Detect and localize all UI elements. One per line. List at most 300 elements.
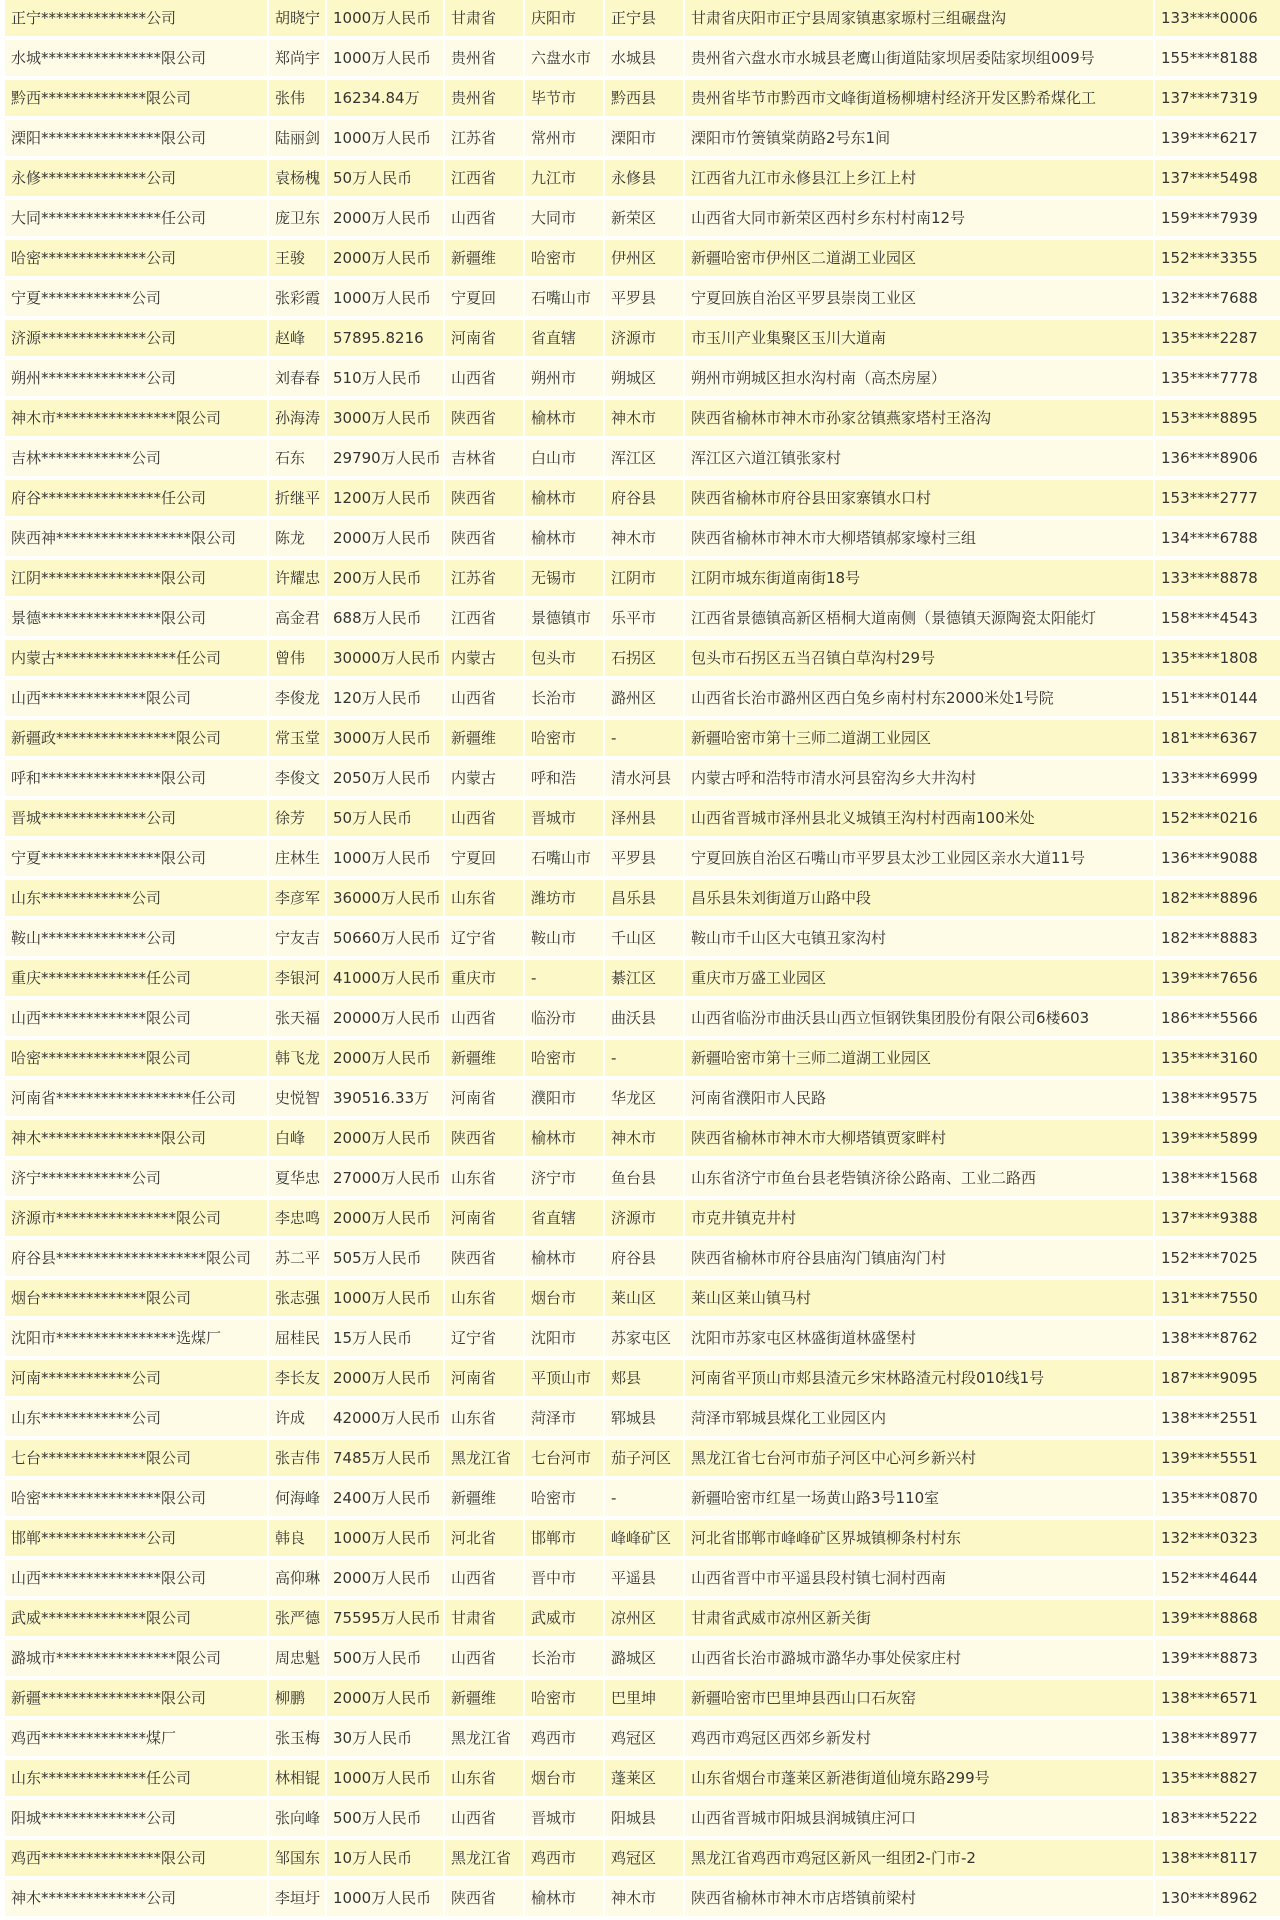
registered-capital-cell: 42000万人民币 — [327, 1400, 445, 1436]
district-cell: 郓城县 — [605, 1400, 685, 1436]
phone-cell: 137****5498 — [1155, 160, 1280, 196]
city-cell: 白山市 — [525, 440, 605, 476]
table-row — [5, 1560, 1280, 1596]
district-cell: 府谷县 — [605, 1240, 685, 1276]
registered-capital-cell: 30万人民币 — [327, 1720, 445, 1756]
province-cell: 吉林省 — [445, 440, 525, 476]
province-cell: 江苏省 — [445, 560, 525, 596]
province-cell: 山西省 — [445, 360, 525, 396]
phone-cell: 137****7319 — [1155, 80, 1280, 116]
province-cell: 宁夏回 — [445, 280, 525, 316]
phone-cell: 138****1568 — [1155, 1160, 1280, 1196]
registered-capital-cell: 2000万人民币 — [327, 200, 445, 236]
province-cell: 宁夏回 — [445, 840, 525, 876]
legal-rep-cell: 柳鹏 — [269, 1680, 327, 1716]
legal-rep-cell: 张伟 — [269, 80, 327, 116]
phone-cell: 158****4543 — [1155, 600, 1280, 636]
company-name-cell: 鸡西****************限公司 — [5, 1840, 269, 1876]
table-row — [5, 1280, 1280, 1316]
table-row — [5, 1040, 1280, 1076]
phone-cell: 136****9088 — [1155, 840, 1280, 876]
table-row — [5, 800, 1280, 836]
registered-capital-cell: 50万人民币 — [327, 160, 445, 196]
legal-rep-cell: 徐芳 — [269, 800, 327, 836]
table-row — [5, 1200, 1280, 1236]
legal-rep-cell: 刘春春 — [269, 360, 327, 396]
registered-capital-cell: 1200万人民币 — [327, 480, 445, 516]
registered-capital-cell: 2400万人民币 — [327, 1480, 445, 1516]
address-cell: 新疆哈密市伊州区二道湖工业园区 — [685, 240, 1155, 276]
registered-capital-cell: 1000万人民币 — [327, 1520, 445, 1556]
province-cell: 新疆维 — [445, 1680, 525, 1716]
company-name-cell: 山东**************任公司 — [5, 1760, 269, 1796]
table-row — [5, 40, 1280, 76]
phone-cell: 135****2287 — [1155, 320, 1280, 356]
table-row — [5, 400, 1280, 436]
table-row — [5, 240, 1280, 276]
registered-capital-cell: 1000万人民币 — [327, 120, 445, 156]
registered-capital-cell: 1000万人民币 — [327, 1760, 445, 1796]
city-cell: 哈密市 — [525, 1040, 605, 1076]
legal-rep-cell: 苏二平 — [269, 1240, 327, 1276]
city-cell: 濮阳市 — [525, 1080, 605, 1116]
province-cell: 河南省 — [445, 1080, 525, 1116]
city-cell: 无锡市 — [525, 560, 605, 596]
registered-capital-cell: 1000万人民币 — [327, 280, 445, 316]
address-cell: 新疆哈密市第十三师二道湖工业园区 — [685, 1040, 1155, 1076]
district-cell: 神木市 — [605, 1880, 685, 1916]
address-cell: 山东省济宁市鱼台县老砦镇济徐公路南、工业二路西 — [685, 1160, 1155, 1196]
city-cell: 晋城市 — [525, 1800, 605, 1836]
district-cell: - — [605, 720, 685, 756]
company-name-cell: 吉林************公司 — [5, 440, 269, 476]
table-row — [5, 1600, 1280, 1636]
address-cell: 江阴市城东街道南街18号 — [685, 560, 1155, 596]
company-name-cell: 宁夏************公司 — [5, 280, 269, 316]
table-row — [5, 480, 1280, 516]
city-cell: 哈密市 — [525, 240, 605, 276]
province-cell: 山西省 — [445, 1000, 525, 1036]
province-cell: 辽宁省 — [445, 920, 525, 956]
district-cell: 曲沃县 — [605, 1000, 685, 1036]
province-cell: 黑龙江省 — [445, 1440, 525, 1476]
phone-cell: 153****2777 — [1155, 480, 1280, 516]
address-cell: 鸡西市鸡冠区西郊乡新发村 — [685, 1720, 1155, 1756]
address-cell: 黑龙江省鸡西市鸡冠区新风一组团2-门市-2 — [685, 1840, 1155, 1876]
district-cell: 伊州区 — [605, 240, 685, 276]
address-cell: 山西省大同市新荣区西村乡东村村南12号 — [685, 200, 1155, 236]
city-cell: 哈密市 — [525, 1680, 605, 1716]
address-cell: 陕西省榆林市神木市孙家岔镇燕家塔村王洛沟 — [685, 400, 1155, 436]
province-cell: 山西省 — [445, 1640, 525, 1676]
district-cell: 江阴市 — [605, 560, 685, 596]
registered-capital-cell: 200万人民币 — [327, 560, 445, 596]
province-cell: 河南省 — [445, 320, 525, 356]
phone-cell: 155****8188 — [1155, 40, 1280, 76]
company-name-cell: 哈密**************公司 — [5, 240, 269, 276]
phone-cell: 139****6217 — [1155, 120, 1280, 156]
district-cell: 神木市 — [605, 520, 685, 556]
district-cell: 清水河县 — [605, 760, 685, 796]
table-row — [5, 600, 1280, 636]
company-name-cell: 正宁**************公司 — [5, 0, 269, 36]
table-row — [5, 1080, 1280, 1116]
legal-rep-cell: 曾伟 — [269, 640, 327, 676]
phone-cell: 152****4644 — [1155, 1560, 1280, 1596]
table-row — [5, 840, 1280, 876]
registered-capital-cell: 27000万人民币 — [327, 1160, 445, 1196]
district-cell: 黔西县 — [605, 80, 685, 116]
table-row — [5, 1720, 1280, 1756]
province-cell: 新疆维 — [445, 1480, 525, 1516]
registered-capital-cell: 510万人民币 — [327, 360, 445, 396]
company-name-cell: 哈密****************限公司 — [5, 1480, 269, 1516]
company-name-cell: 阳城**************公司 — [5, 1800, 269, 1836]
registered-capital-cell: 2000万人民币 — [327, 240, 445, 276]
company-name-cell: 河南************公司 — [5, 1360, 269, 1396]
registered-capital-cell: 2000万人民币 — [327, 1040, 445, 1076]
city-cell: 菏泽市 — [525, 1400, 605, 1436]
district-cell: 昌乐县 — [605, 880, 685, 916]
address-cell: 甘肃省武威市凉州区新关街 — [685, 1600, 1155, 1636]
province-cell: 陕西省 — [445, 520, 525, 556]
phone-cell: 151****0144 — [1155, 680, 1280, 716]
registered-capital-cell: 505万人民币 — [327, 1240, 445, 1276]
district-cell: - — [605, 1040, 685, 1076]
district-cell: 溧阳市 — [605, 120, 685, 156]
city-cell: 榆林市 — [525, 480, 605, 516]
registered-capital-cell: 1000万人民币 — [327, 1880, 445, 1916]
phone-cell: 135****7778 — [1155, 360, 1280, 396]
district-cell: 潞城区 — [605, 1640, 685, 1676]
legal-rep-cell: 史悦智 — [269, 1080, 327, 1116]
company-name-cell: 府谷****************任公司 — [5, 480, 269, 516]
city-cell: 济宁市 — [525, 1160, 605, 1196]
registered-capital-cell: 30000万人民币 — [327, 640, 445, 676]
address-cell: 河南省平顶山市郏县渣元乡宋林路渣元村段010线1号 — [685, 1360, 1155, 1396]
address-cell: 昌乐县朱刘街道万山路中段 — [685, 880, 1155, 916]
city-cell: 榆林市 — [525, 400, 605, 436]
table-row — [5, 1360, 1280, 1396]
city-cell: 鞍山市 — [525, 920, 605, 956]
province-cell: 山西省 — [445, 800, 525, 836]
registered-capital-cell: 500万人民币 — [327, 1640, 445, 1676]
table-row — [5, 640, 1280, 676]
phone-cell: 139****7656 — [1155, 960, 1280, 996]
district-cell: 浑江区 — [605, 440, 685, 476]
address-cell: 菏泽市郓城县煤化工业园区内 — [685, 1400, 1155, 1436]
phone-cell: 182****8896 — [1155, 880, 1280, 916]
province-cell: 内蒙古 — [445, 760, 525, 796]
province-cell: 重庆市 — [445, 960, 525, 996]
city-cell: - — [525, 960, 605, 996]
registered-capital-cell: 7485万人民币 — [327, 1440, 445, 1476]
phone-cell: 183****5222 — [1155, 1800, 1280, 1836]
registered-capital-cell: 29790万人民币 — [327, 440, 445, 476]
city-cell: 九江市 — [525, 160, 605, 196]
address-cell: 山西省长治市潞州区西白兔乡南村村东2000米处1号院 — [685, 680, 1155, 716]
phone-cell: 137****9388 — [1155, 1200, 1280, 1236]
company-name-cell: 济源**************公司 — [5, 320, 269, 356]
company-name-cell: 济宁************公司 — [5, 1160, 269, 1196]
company-name-cell: 山西****************限公司 — [5, 1560, 269, 1596]
company-name-cell: 溧阳****************限公司 — [5, 120, 269, 156]
province-cell: 河北省 — [445, 1520, 525, 1556]
phone-cell: 138****8977 — [1155, 1720, 1280, 1756]
legal-rep-cell: 李俊文 — [269, 760, 327, 796]
province-cell: 山东省 — [445, 1160, 525, 1196]
registered-capital-cell: 120万人民币 — [327, 680, 445, 716]
registered-capital-cell: 2000万人民币 — [327, 1360, 445, 1396]
district-cell: 府谷县 — [605, 480, 685, 516]
table-row — [5, 280, 1280, 316]
legal-rep-cell: 李长友 — [269, 1360, 327, 1396]
table-row — [5, 1680, 1280, 1716]
legal-rep-cell: 郑尚宇 — [269, 40, 327, 76]
address-cell: 鞍山市千山区大屯镇丑家沟村 — [685, 920, 1155, 956]
city-cell: 武威市 — [525, 1600, 605, 1636]
company-name-cell: 神木**************公司 — [5, 1880, 269, 1916]
address-cell: 市玉川产业集聚区玉川大道南 — [685, 320, 1155, 356]
province-cell: 山东省 — [445, 880, 525, 916]
legal-rep-cell: 张严德 — [269, 1600, 327, 1636]
district-cell: 平罗县 — [605, 280, 685, 316]
city-cell: 包头市 — [525, 640, 605, 676]
legal-rep-cell: 韩良 — [269, 1520, 327, 1556]
table-row — [5, 1840, 1280, 1876]
city-cell: 鸡西市 — [525, 1840, 605, 1876]
table-row — [5, 360, 1280, 396]
company-name-cell: 呼和****************限公司 — [5, 760, 269, 796]
table-row — [5, 1000, 1280, 1036]
phone-cell: 181****6367 — [1155, 720, 1280, 756]
city-cell: 晋中市 — [525, 1560, 605, 1596]
registered-capital-cell: 50660万人民币 — [327, 920, 445, 956]
phone-cell: 187****9095 — [1155, 1360, 1280, 1396]
province-cell: 山东省 — [445, 1400, 525, 1436]
phone-cell: 159****7939 — [1155, 200, 1280, 236]
phone-cell: 132****0323 — [1155, 1520, 1280, 1556]
phone-cell: 152****0216 — [1155, 800, 1280, 836]
address-cell: 贵州省毕节市黔西市文峰街道杨柳塘村经济开发区黔希煤化工 — [685, 80, 1155, 116]
legal-rep-cell: 夏华忠 — [269, 1160, 327, 1196]
phone-cell: 139****8868 — [1155, 1600, 1280, 1636]
province-cell: 甘肃省 — [445, 1600, 525, 1636]
province-cell: 山西省 — [445, 680, 525, 716]
city-cell: 毕节市 — [525, 80, 605, 116]
registered-capital-cell: 15万人民币 — [327, 1320, 445, 1356]
company-name-cell: 朔州**************公司 — [5, 360, 269, 396]
address-cell: 新疆哈密市红星一场黄山路3号110室 — [685, 1480, 1155, 1516]
legal-rep-cell: 张天福 — [269, 1000, 327, 1036]
registered-capital-cell: 20000万人民币 — [327, 1000, 445, 1036]
address-cell: 陕西省榆林市神木市大柳塔镇贾家畔村 — [685, 1120, 1155, 1156]
table-row — [5, 680, 1280, 716]
address-cell: 重庆市万盛工业园区 — [685, 960, 1155, 996]
registered-capital-cell: 1000万人民币 — [327, 0, 445, 36]
company-name-cell: 大同****************任公司 — [5, 200, 269, 236]
company-name-cell: 新疆****************限公司 — [5, 1680, 269, 1716]
table-row — [5, 920, 1280, 956]
legal-rep-cell: 石东 — [269, 440, 327, 476]
phone-cell: 135****8827 — [1155, 1760, 1280, 1796]
district-cell: 平遥县 — [605, 1560, 685, 1596]
registered-capital-cell: 1000万人民币 — [327, 1280, 445, 1316]
address-cell: 内蒙古呼和浩特市清水河县窑沟乡大井沟村 — [685, 760, 1155, 796]
address-cell: 山东省烟台市蓬莱区新港街道仙境东路299号 — [685, 1760, 1155, 1796]
registered-capital-cell: 2000万人民币 — [327, 1120, 445, 1156]
district-cell: 乐平市 — [605, 600, 685, 636]
company-name-cell: 鸡西**************煤厂 — [5, 1720, 269, 1756]
legal-rep-cell: 陈龙 — [269, 520, 327, 556]
city-cell: 烟台市 — [525, 1760, 605, 1796]
address-cell: 莱山区莱山镇马村 — [685, 1280, 1155, 1316]
table-row — [5, 1440, 1280, 1476]
registered-capital-cell: 36000万人民币 — [327, 880, 445, 916]
address-cell: 江西省九江市永修县江上乡江上村 — [685, 160, 1155, 196]
district-cell: 济源市 — [605, 1200, 685, 1236]
city-cell: 临汾市 — [525, 1000, 605, 1036]
legal-rep-cell: 李忠鸣 — [269, 1200, 327, 1236]
city-cell: 晋城市 — [525, 800, 605, 836]
legal-rep-cell: 张玉梅 — [269, 1720, 327, 1756]
company-name-cell: 沈阳市****************选煤厂 — [5, 1320, 269, 1356]
registered-capital-cell: 75595万人民币 — [327, 1600, 445, 1636]
company-name-cell: 济源市****************限公司 — [5, 1200, 269, 1236]
district-cell: 千山区 — [605, 920, 685, 956]
registered-capital-cell: 688万人民币 — [327, 600, 445, 636]
company-name-cell: 景德****************限公司 — [5, 600, 269, 636]
province-cell: 新疆维 — [445, 720, 525, 756]
province-cell: 山西省 — [445, 1560, 525, 1596]
company-name-cell: 重庆**************任公司 — [5, 960, 269, 996]
city-cell: 大同市 — [525, 200, 605, 236]
phone-cell: 133****0006 — [1155, 0, 1280, 36]
phone-cell: 152****3355 — [1155, 240, 1280, 276]
address-cell: 贵州省六盘水市水城县老鹰山街道陆家坝居委陆家坝组009号 — [685, 40, 1155, 76]
phone-cell: 153****8895 — [1155, 400, 1280, 436]
company-name-cell: 府谷县********************限公司 — [5, 1240, 269, 1276]
legal-rep-cell: 宁友吉 — [269, 920, 327, 956]
registered-capital-cell: 500万人民币 — [327, 1800, 445, 1836]
city-cell: 榆林市 — [525, 1120, 605, 1156]
province-cell: 江苏省 — [445, 120, 525, 156]
legal-rep-cell: 袁杨槐 — [269, 160, 327, 196]
legal-rep-cell: 张彩霞 — [269, 280, 327, 316]
phone-cell: 134****6788 — [1155, 520, 1280, 556]
company-name-cell: 神木市****************限公司 — [5, 400, 269, 436]
phone-cell: 139****5899 — [1155, 1120, 1280, 1156]
city-cell: 石嘴山市 — [525, 840, 605, 876]
phone-cell: 135****3160 — [1155, 1040, 1280, 1076]
address-cell: 沈阳市苏家屯区林盛街道林盛堡村 — [685, 1320, 1155, 1356]
phone-cell: 131****7550 — [1155, 1280, 1280, 1316]
legal-rep-cell: 李垣圩 — [269, 1880, 327, 1916]
legal-rep-cell: 张向峰 — [269, 1800, 327, 1836]
phone-cell: 139****5551 — [1155, 1440, 1280, 1476]
phone-cell: 133****6999 — [1155, 760, 1280, 796]
city-cell: 景德镇市 — [525, 600, 605, 636]
legal-rep-cell: 孙海涛 — [269, 400, 327, 436]
city-cell: 榆林市 — [525, 1880, 605, 1916]
city-cell: 长治市 — [525, 680, 605, 716]
registered-capital-cell: 2000万人民币 — [327, 1200, 445, 1236]
address-cell: 陕西省榆林市府谷县庙沟门镇庙沟门村 — [685, 1240, 1155, 1276]
phone-cell: 138****9575 — [1155, 1080, 1280, 1116]
address-cell: 溧阳市竹箦镇棠荫路2号东1间 — [685, 120, 1155, 156]
legal-rep-cell: 张吉伟 — [269, 1440, 327, 1476]
city-cell: 平顶山市 — [525, 1360, 605, 1396]
address-cell: 陕西省榆林市神木市店塔镇前梁村 — [685, 1880, 1155, 1916]
table-row — [5, 1640, 1280, 1676]
phone-cell: 132****7688 — [1155, 280, 1280, 316]
table-row — [5, 1800, 1280, 1836]
province-cell: 黑龙江省 — [445, 1840, 525, 1876]
legal-rep-cell: 许耀忠 — [269, 560, 327, 596]
district-cell: 凉州区 — [605, 1600, 685, 1636]
district-cell: 苏家屯区 — [605, 1320, 685, 1356]
phone-cell: 152****7025 — [1155, 1240, 1280, 1276]
legal-rep-cell: 常玉堂 — [269, 720, 327, 756]
province-cell: 江西省 — [445, 160, 525, 196]
city-cell: 邯郸市 — [525, 1520, 605, 1556]
phone-cell: 135****0870 — [1155, 1480, 1280, 1516]
legal-rep-cell: 李彦军 — [269, 880, 327, 916]
company-name-cell: 江阴****************限公司 — [5, 560, 269, 596]
table-row — [5, 760, 1280, 796]
address-cell: 新疆哈密市巴里坤县西山口石灰窑 — [685, 1680, 1155, 1716]
city-cell: 哈密市 — [525, 1480, 605, 1516]
legal-rep-cell: 庄林生 — [269, 840, 327, 876]
address-cell: 市克井镇克井村 — [685, 1200, 1155, 1236]
legal-rep-cell: 何海峰 — [269, 1480, 327, 1516]
address-cell: 陕西省榆林市神木市大柳塔镇郝家壕村三组 — [685, 520, 1155, 556]
table-row — [5, 1880, 1280, 1916]
table-row — [5, 960, 1280, 996]
city-cell: 沈阳市 — [525, 1320, 605, 1356]
phone-cell: 138****8117 — [1155, 1840, 1280, 1876]
company-name-cell: 山东************公司 — [5, 1400, 269, 1436]
province-cell: 陕西省 — [445, 1240, 525, 1276]
registered-capital-cell: 2050万人民币 — [327, 760, 445, 796]
city-cell: 榆林市 — [525, 520, 605, 556]
province-cell: 陕西省 — [445, 400, 525, 436]
address-cell: 江西省景德镇高新区梧桐大道南侧（景德镇天源陶瓷太阳能灯 — [685, 600, 1155, 636]
phone-cell: 135****1808 — [1155, 640, 1280, 676]
address-cell: 山西省临汾市曲沃县山西立恒钢铁集团股份有限公司6楼603 — [685, 1000, 1155, 1036]
registered-capital-cell: 3000万人民币 — [327, 400, 445, 436]
registered-capital-cell: 2000万人民币 — [327, 1560, 445, 1596]
company-name-cell: 山西**************限公司 — [5, 680, 269, 716]
table-row — [5, 880, 1280, 916]
table-row — [5, 160, 1280, 196]
address-cell: 新疆哈密市第十三师二道湖工业园区 — [685, 720, 1155, 756]
registered-capital-cell: 2000万人民币 — [327, 520, 445, 556]
district-cell: 巴里坤 — [605, 1680, 685, 1716]
district-cell: 神木市 — [605, 1120, 685, 1156]
table-row — [5, 120, 1280, 156]
legal-rep-cell: 屈桂民 — [269, 1320, 327, 1356]
registered-capital-cell: 50万人民币 — [327, 800, 445, 836]
city-cell: 鸡西市 — [525, 1720, 605, 1756]
table-row — [5, 1240, 1280, 1276]
address-cell: 山西省晋城市泽州县北义城镇王沟村村西南100米处 — [685, 800, 1155, 836]
legal-rep-cell: 周忠魁 — [269, 1640, 327, 1676]
district-cell: 蓬莱区 — [605, 1760, 685, 1796]
address-cell: 河北省邯郸市峰峰矿区界城镇柳条村村东 — [685, 1520, 1155, 1556]
city-cell: 朔州市 — [525, 360, 605, 396]
company-name-cell: 晋城**************公司 — [5, 800, 269, 836]
